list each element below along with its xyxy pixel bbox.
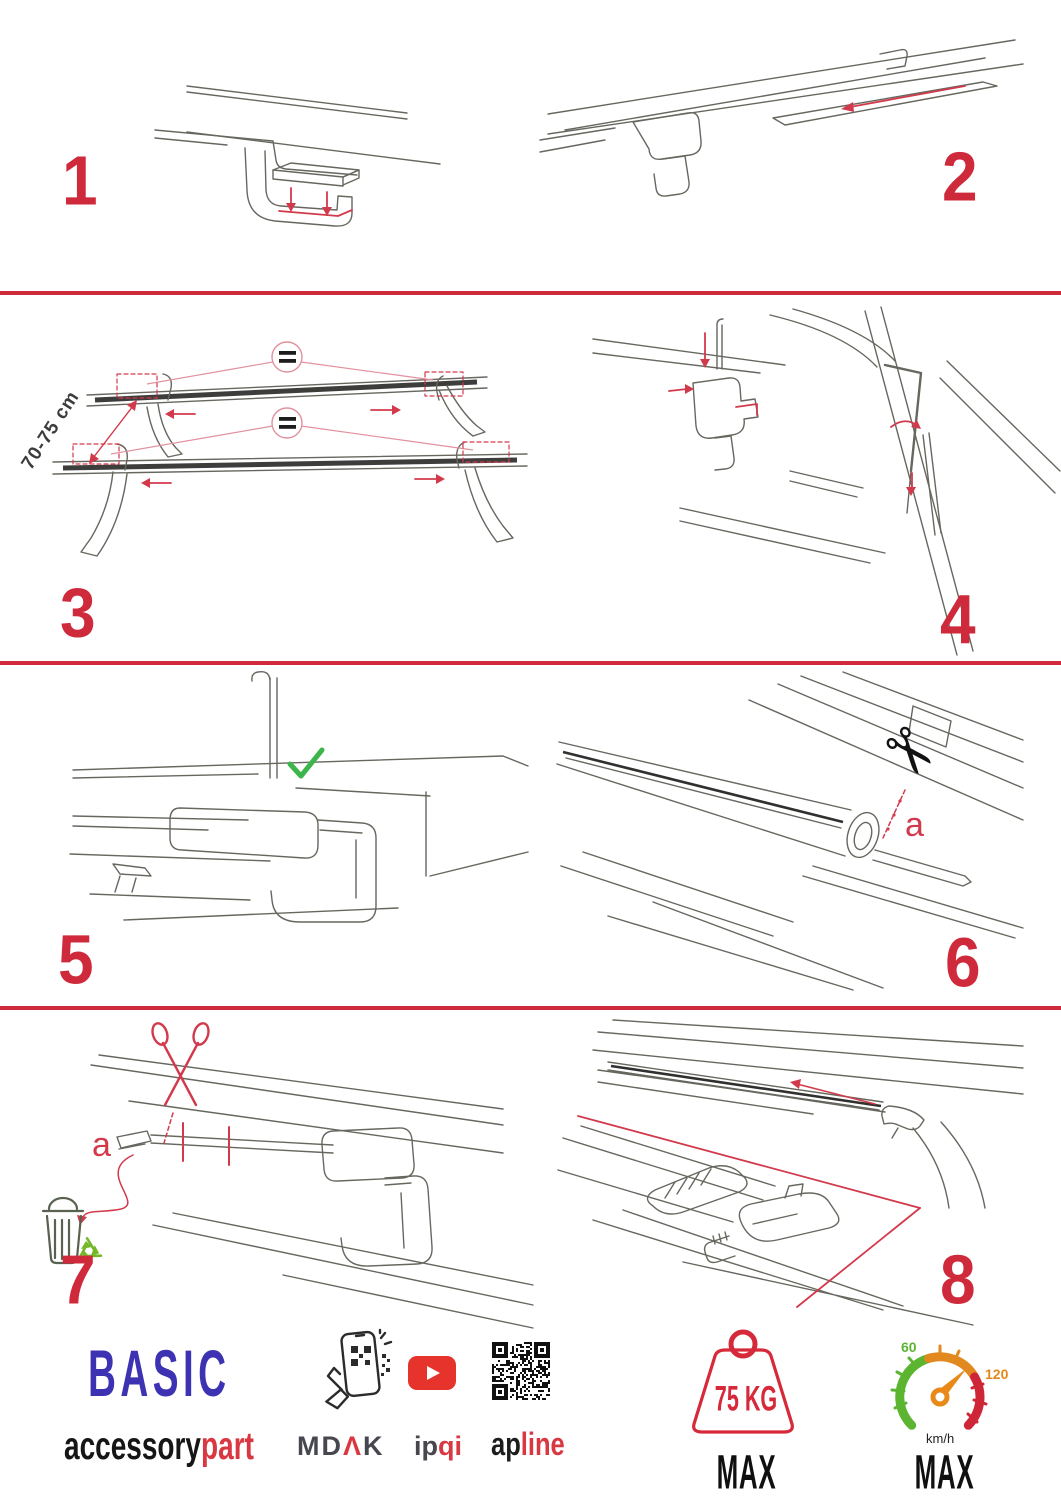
brand-logo: accessorypart [64, 1424, 254, 1468]
speed-low-label: 60 [901, 1339, 917, 1355]
apline-logo: apline [491, 1426, 565, 1463]
mdak-logo: MDΛK [297, 1431, 385, 1461]
step8-number: 8 [940, 1240, 976, 1319]
max-load-label: MAX [716, 1443, 777, 1500]
step2-number: 2 [942, 137, 978, 216]
scissors-icon: ✂ [865, 710, 952, 795]
bar-distance-label: 70-75 cm [17, 387, 84, 474]
max-load-value: 75 KG [714, 1379, 778, 1419]
phone-scan-qr-icon [318, 1328, 396, 1428]
ipqi-logo: ipqi [414, 1431, 462, 1461]
step1-illustration [95, 20, 535, 280]
equals-icon [272, 342, 302, 372]
step6-number: 6 [945, 923, 981, 1002]
strip-label-a: a [905, 806, 924, 844]
max-speed-label: MAX [914, 1443, 975, 1500]
youtube-icon [408, 1356, 456, 1390]
step1-number: 1 [62, 141, 98, 220]
equals-icon [272, 408, 302, 438]
speed-unit-label: km/h [926, 1431, 955, 1446]
step7-illustration [33, 1013, 533, 1323]
speedometer-icon [878, 1332, 1003, 1444]
speed-high-label: 120 [985, 1366, 1009, 1382]
step4-number: 4 [940, 580, 976, 659]
step5-number: 5 [58, 920, 94, 999]
step3-illustration [25, 312, 555, 652]
strip-label-a: a [92, 1126, 111, 1164]
step5-illustration [58, 668, 528, 998]
step4-illustration [585, 303, 1045, 663]
product-name: BASIC [88, 1337, 231, 1411]
qr-code [492, 1342, 550, 1400]
section-divider-1 [0, 291, 1061, 295]
step7-number: 7 [60, 1240, 96, 1319]
step3-number: 3 [60, 573, 96, 652]
section-divider-2 [0, 661, 1061, 665]
